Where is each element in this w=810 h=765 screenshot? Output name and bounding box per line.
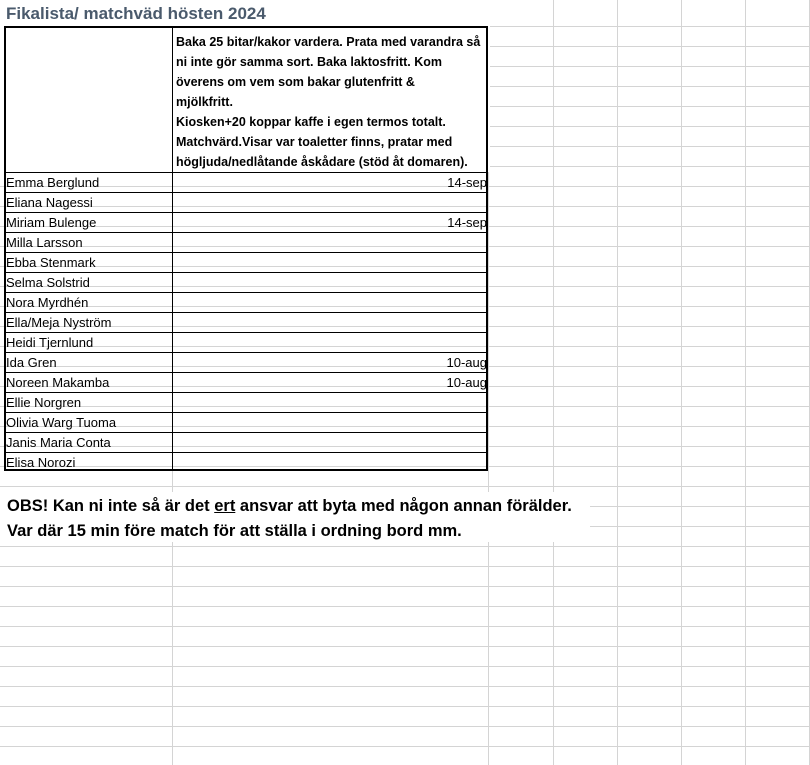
parent-name-cell[interactable]: Emma Berglund [6,175,100,190]
gridline-horizontal [0,746,810,747]
parent-name-cell[interactable]: Ella/Meja Nyström [6,315,112,330]
gridline-horizontal [0,726,810,727]
gridline-vertical [617,0,618,765]
date-cell[interactable] [176,433,487,453]
notice-arrival[interactable]: Var där 15 min före match för att ställa i ordning bord mm. [7,522,462,540]
date-cell[interactable]: 14-sep [447,175,487,190]
date-cell[interactable] [176,333,487,353]
parent-name-cell[interactable]: Nora Myrdhén [6,295,89,310]
date-cell[interactable] [176,193,487,213]
date-cell[interactable] [176,253,487,273]
gridline-horizontal [0,706,810,707]
gridline-horizontal [0,626,810,627]
parent-name-cell[interactable]: Olivia Warg Tuoma [6,415,117,430]
gridline-vertical [745,0,746,765]
notice-part: ansvar att byta med någon annan förälder. [235,497,572,515]
parent-name-cell[interactable]: Miriam Bulenge [6,215,97,230]
instruction-line: Kiosken+20 koppar kaffe i egen termos totalt. [176,115,446,129]
instruction-line: högljuda/nedlåtande åskådare (stöd åt domaren). [176,155,468,169]
parent-name-cell[interactable]: Milla Larsson [6,235,83,250]
parent-name-cell[interactable]: Ellie Norgren [6,395,82,410]
gridline-horizontal [0,606,810,607]
gridline-vertical [681,0,682,765]
date-cell[interactable] [176,233,487,253]
parent-name-cell[interactable]: Ebba Stenmark [6,255,96,270]
gridline-horizontal [0,666,810,667]
gridline-horizontal [0,546,810,547]
gridline-horizontal [0,586,810,587]
parent-name-cell[interactable]: Eliana Nagessi [6,195,93,210]
parent-name-cell[interactable]: Heidi Tjernlund [6,335,94,350]
date-cell[interactable] [176,393,487,413]
notice-responsibility[interactable] [7,493,572,519]
date-cell[interactable] [176,453,487,473]
parent-name-cell[interactable]: Janis Maria Conta [6,435,111,450]
date-cell[interactable]: 10-aug [446,355,487,370]
gridline-vertical [553,0,554,765]
date-cell[interactable] [176,313,487,333]
parent-name-cell[interactable]: Selma Solstrid [6,275,90,290]
gridline-horizontal [0,566,810,567]
instructions-cell[interactable] [176,32,488,172]
date-cell[interactable] [176,273,487,293]
notice-underlined: ert [214,497,236,515]
instruction-line: ni inte gör samma sort. Baka laktosfritt. Kom [176,55,443,69]
instruction-line: Matchvärd.Visar var toaletter finns, pratar med [176,135,453,149]
gridline-horizontal [0,686,810,687]
instruction-line: mjölkfritt. [176,95,233,109]
notice-part: OBS! Kan ni inte så är det [7,497,215,515]
page-title: Fikalista/ matchväd hösten 2024 [6,4,266,23]
date-cell[interactable] [176,293,487,313]
column-divider [172,26,173,471]
date-cell[interactable]: 10-aug [446,375,487,390]
instruction-line: överens om vem som bakar glutenfritt & [176,75,415,89]
parent-name-cell[interactable]: Noreen Makamba [6,375,110,390]
gridline-horizontal [0,646,810,647]
date-cell[interactable]: 14-sep [447,215,487,230]
gridline-horizontal [0,486,810,487]
parent-name-cell[interactable]: Ida Gren [6,355,57,370]
instruction-line: Baka 25 bitar/kakor vardera. Prata med varandra så [176,35,481,49]
date-cell[interactable] [176,413,487,433]
parent-name-cell[interactable]: Elisa Norozi [6,455,76,470]
